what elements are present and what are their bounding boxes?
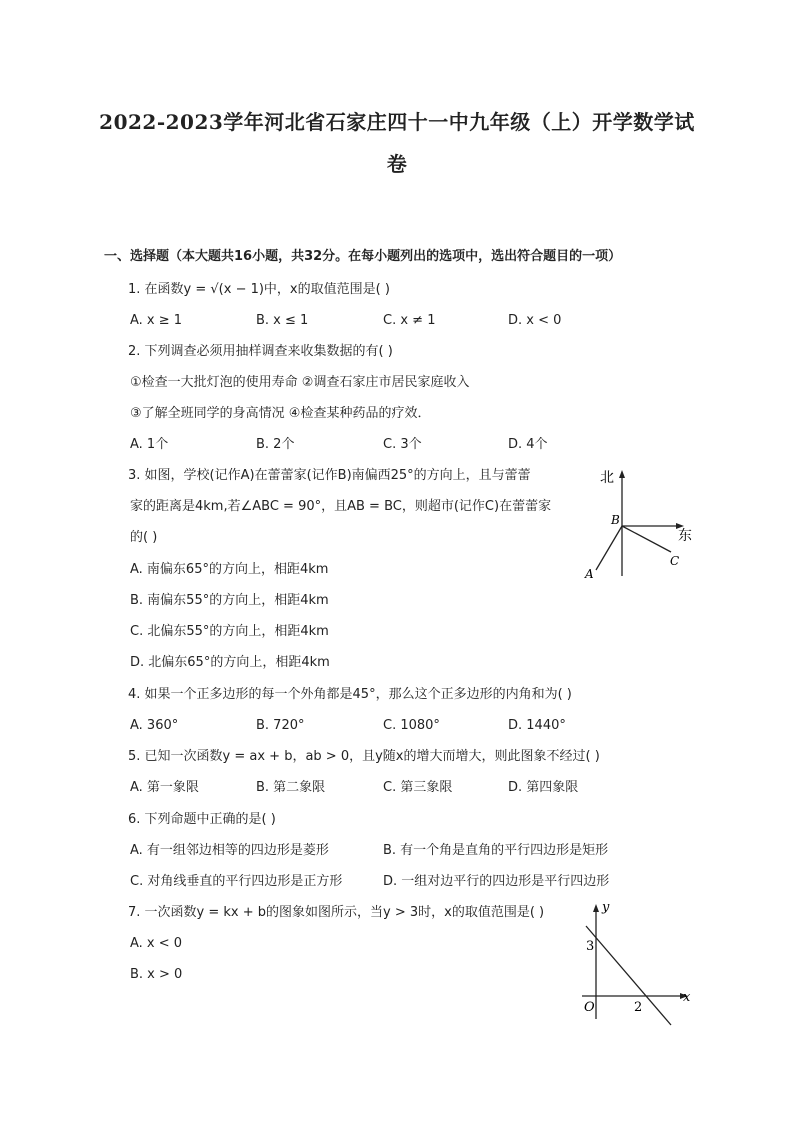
segment-ba: [596, 526, 622, 570]
question-3-stem-line3: 的( ): [130, 530, 158, 545]
question-1-option-c: C. x ≠ 1: [383, 313, 436, 328]
point-c-label: C: [670, 554, 680, 568]
question-4-option-c: C. 1080°: [383, 718, 440, 733]
north-label: 北: [600, 470, 614, 486]
point-b-label: B: [611, 513, 620, 527]
question-7-graph-figure: [576, 897, 700, 1029]
question-3-direction-figure: [576, 462, 706, 582]
question-2-item-line1: ①检查一大批灯泡的使用寿命 ②调查石家庄市居民家庭收入: [130, 375, 470, 390]
question-3-option-a: A. 南偏东65°的方向上，相距4km: [130, 562, 329, 577]
question-4-option-b: B. 720°: [256, 718, 305, 733]
question-4-option-d: D. 1440°: [508, 718, 566, 733]
question-5-option-c: C. 第三象限: [383, 780, 453, 795]
question-2-option-b: B. 2个: [256, 437, 295, 452]
exam-title-line2: 卷: [386, 152, 408, 176]
origin-label: O: [584, 1000, 595, 1015]
question-7-option-a: A. x < 0: [130, 936, 183, 951]
question-3-option-d: D. 北偏东65°的方向上，相距4km: [130, 655, 330, 670]
question-2-stem: 2. 下列调查必须用抽样调查来收集数据的有( ): [128, 344, 393, 359]
east-label: 东: [678, 528, 692, 544]
question-2-option-a: A. 1个: [130, 437, 169, 452]
question-6-option-b: B. 有一个角是直角的平行四边形是矩形: [383, 843, 609, 858]
question-1-stem: 1. 在函数y = √(x − 1)中，x的取值范围是( ): [128, 282, 390, 297]
x-axis-label: x: [683, 990, 691, 1005]
question-6-option-a: A. 有一组邻边相等的四边形是菱形: [130, 843, 329, 858]
question-4-stem: 4. 如果一个正多边形的每一个外角都是45°，那么这个正多边形的内角和为( ): [128, 687, 572, 702]
y-arrowhead: [593, 904, 599, 912]
question-2-item-line2: ③了解全班同学的身高情况 ④检查某种药品的疗效．: [130, 406, 431, 421]
question-5-option-b: B. 第二象限: [256, 780, 326, 795]
segment-bc: [622, 526, 671, 552]
question-5-option-a: A. 第一象限: [130, 780, 199, 795]
question-6-stem: 6. 下列命题中正确的是( ): [128, 812, 276, 827]
question-3-option-b: B. 南偏东55°的方向上，相距4km: [130, 593, 329, 608]
question-5-stem: 5. 已知一次函数y = ax + b，ab > 0，且y随x的增大而增大，则此图象不经过( ): [128, 749, 600, 764]
question-2-option-c: C. 3个: [383, 437, 422, 452]
question-4-option-a: A. 360°: [130, 718, 179, 733]
question-3-stem-line1: 3. 如图，学校(记作A)在蕾蕾家(记作B)南偏西25°的方向上，且与蕾蕾: [128, 468, 531, 483]
question-1-option-d: D. x < 0: [508, 313, 562, 328]
question-6-option-c: C. 对角线垂直的平行四边形是正方形: [130, 874, 343, 889]
y-axis-label: y: [602, 900, 610, 915]
exam-title-line1: 2022-2023学年河北省石家庄四十一中九年级（上）开学数学试: [99, 110, 695, 134]
section-heading: 一、选择题（本大题共16小题，共32分。在每小题列出的选项中，选出符合题目的一项）: [104, 249, 622, 264]
linear-function-line: [586, 926, 671, 1025]
question-6-option-d: D. 一组对边平行的四边形是平行四边形: [383, 874, 610, 889]
question-7-stem: 7. 一次函数y = kx + b的图象如图所示，当y > 3时，x的取值范围是( ): [128, 905, 545, 920]
question-2-option-d: D. 4个: [508, 437, 548, 452]
question-7-option-b: B. x > 0: [130, 967, 183, 982]
question-1-option-a: A. x ≥ 1: [130, 313, 183, 328]
x-intercept-label: 2: [634, 1000, 643, 1015]
point-a-label: A: [585, 567, 594, 581]
question-3-option-c: C. 北偏东55°的方向上，相距4km: [130, 624, 329, 639]
question-5-option-d: D. 第四象限: [508, 780, 579, 795]
y-intercept-label: 3: [586, 939, 595, 954]
north-arrowhead: [619, 470, 625, 478]
question-1-option-b: B. x ≤ 1: [256, 313, 309, 328]
question-3-stem-line2: 家的距离是4km,若∠ABC = 90°，且AB = BC，则超市(记作C)在蕾蕾家: [130, 499, 552, 514]
